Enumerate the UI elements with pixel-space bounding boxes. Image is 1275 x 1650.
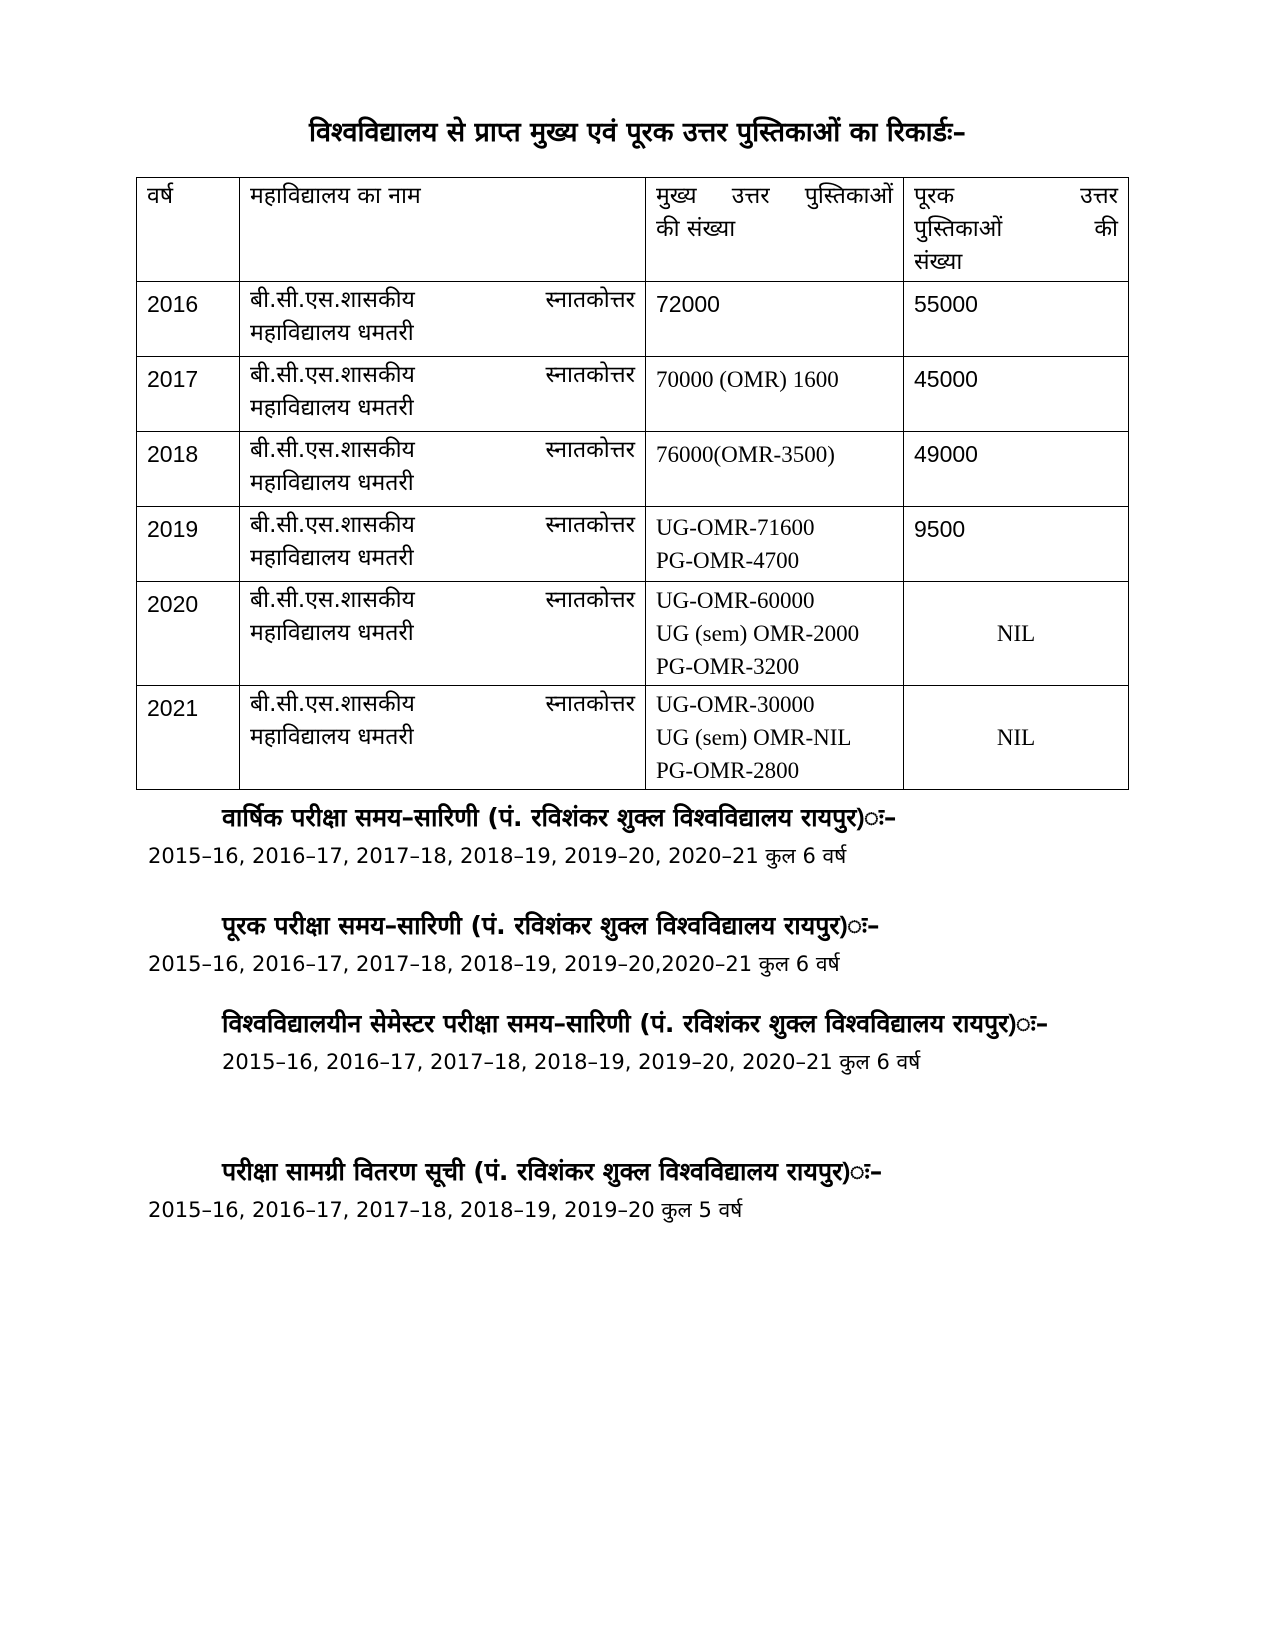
college-part2: स्नातकोत्तर — [545, 362, 635, 388]
section-years: 2015–16, 2016–17, 2017–18, 2018–19, 2019–20,2020–21 कुल 6 वर्ष — [148, 952, 840, 976]
section-heading: वार्षिक परीक्षा समय–सारिणी (पं. रविशंकर शुक्ल विश्वविद्यालय रायपुर)ः– — [222, 803, 897, 832]
college-part1: बी.सी.एस.शासकीय — [250, 512, 415, 538]
row-college — [240, 432, 646, 507]
college-part2: स्नातकोत्तर — [545, 587, 635, 613]
row-year: 2021 — [137, 686, 240, 790]
page-title: विश्वविद्यालय से प्राप्त मुख्य एवं पूरक उत्तर पुस्तिकाओं का रिकार्डः– — [309, 117, 966, 148]
row-supp-books: NIL — [904, 582, 1129, 686]
header-year: वर्ष — [137, 178, 240, 282]
row-college — [240, 507, 646, 582]
main-books-line: PG-OMR-4700 — [656, 548, 800, 573]
section-heading: पूरक परीक्षा समय–सारिणी (पं. रविशंकर शुक्ल विश्वविद्यालय रायपुर)ः– — [222, 911, 880, 940]
row-supp-books: 45000 — [904, 357, 1129, 432]
row-main-books — [646, 282, 904, 357]
row-main-books — [646, 686, 904, 790]
section-years: 2015–16, 2016–17, 2017–18, 2018–19, 2019–20, 2020–21 कुल 6 वर्ष — [222, 1050, 921, 1074]
table-row — [137, 686, 1129, 790]
header-supp-word2: उत्तर — [1080, 183, 1118, 209]
header-main-word1: मुख्य — [656, 183, 697, 209]
row-supp-books: 55000 — [904, 282, 1129, 357]
header-college: महाविद्यालय का नाम — [240, 178, 646, 282]
row-college — [240, 282, 646, 357]
row-supp-books: 49000 — [904, 432, 1129, 507]
answer-book-record-table — [136, 177, 1129, 790]
college-part1: बी.सी.एस.शासकीय — [250, 587, 415, 613]
college-part2: स्नातकोत्तर — [545, 287, 635, 313]
row-college — [240, 582, 646, 686]
college-part3: महाविद्यालय धमतरी — [250, 320, 414, 346]
section-years: 2015–16, 2016–17, 2017–18, 2018–19, 2019–20 कुल 5 वर्ष — [148, 1198, 743, 1222]
row-year: 2016 — [137, 282, 240, 357]
college-part1: बी.सी.एस.शासकीय — [250, 287, 415, 313]
section-heading: परीक्षा सामग्री वितरण सूची (पं. रविशंकर शुक्ल विश्वविद्यालय रायपुर)ः– — [222, 1157, 883, 1186]
main-books-line: 72000 — [656, 291, 720, 317]
college-part2: स्नातकोत्तर — [545, 437, 635, 463]
main-books-line: UG-OMR-71600 — [656, 515, 815, 540]
main-books-line: UG (sem) OMR-NIL — [656, 725, 852, 750]
row-year: 2017 — [137, 357, 240, 432]
college-part3: महाविद्यालय धमतरी — [250, 545, 414, 571]
table-row — [137, 432, 1129, 507]
row-main-books — [646, 582, 904, 686]
row-college — [240, 686, 646, 790]
section-exam-material-distribution — [148, 1152, 1116, 1228]
section-supplementary-exam-schedule — [148, 906, 1116, 982]
college-part1: बी.सी.एस.शासकीय — [250, 437, 415, 463]
college-part1: बी.सी.एस.शासकीय — [250, 691, 415, 717]
table-row — [137, 507, 1129, 582]
row-year: 2020 — [137, 582, 240, 686]
main-books-line: 76000(OMR-3500) — [656, 442, 835, 467]
row-year: 2019 — [137, 507, 240, 582]
row-college — [240, 357, 646, 432]
college-part2: स्नातकोत्तर — [545, 512, 635, 538]
header-supplementary-books — [904, 178, 1129, 282]
row-main-books — [646, 507, 904, 582]
section-years: 2015–16, 2016–17, 2017–18, 2018–19, 2019–20, 2020–21 कुल 6 वर्ष — [148, 844, 847, 868]
header-main-line2: की संख्या — [656, 216, 736, 242]
main-books-line: UG (sem) OMR-2000 — [656, 621, 860, 646]
section-annual-exam-schedule — [148, 798, 1116, 874]
row-supp-books: NIL — [904, 686, 1129, 790]
header-supp-word3: पुस्तिकाओं — [914, 216, 1003, 242]
main-books-line: UG-OMR-60000 — [656, 588, 815, 613]
table-row — [137, 357, 1129, 432]
row-year: 2018 — [137, 432, 240, 507]
college-part3: महाविद्यालय धमतरी — [250, 395, 414, 421]
header-supp-word1: पूरक — [914, 183, 955, 209]
row-main-books — [646, 432, 904, 507]
college-part3: महाविद्यालय धमतरी — [250, 620, 414, 646]
table-row — [137, 582, 1129, 686]
main-books-line: UG-OMR-30000 — [656, 692, 815, 717]
section-heading: विश्वविद्यालयीन सेमेस्टर परीक्षा समय–सारिणी (पं. रविशंकर शुक्ल विश्वविद्यालय रायपुर)ः– — [222, 1009, 1049, 1038]
college-part3: महाविद्यालय धमतरी — [250, 724, 414, 750]
college-part1: बी.सी.एस.शासकीय — [250, 362, 415, 388]
college-part3: महाविद्यालय धमतरी — [250, 470, 414, 496]
header-supp-word4: की — [1094, 216, 1118, 242]
college-part2: स्नातकोत्तर — [545, 691, 635, 717]
table-row — [137, 282, 1129, 357]
row-main-books — [646, 357, 904, 432]
main-books-line: 70000 (OMR) 1600 — [656, 367, 839, 392]
section-semester-exam-schedule — [148, 1004, 1116, 1080]
header-main-books — [646, 178, 904, 282]
main-books-line: PG-OMR-2800 — [656, 758, 800, 783]
header-main-word2: उत्तर — [731, 183, 770, 209]
header-main-word3: पुस्तिकाओं — [804, 183, 893, 209]
main-books-line: PG-OMR-3200 — [656, 654, 800, 679]
row-supp-books: 9500 — [904, 507, 1129, 582]
table-header-row — [137, 178, 1129, 282]
header-supp-line3: संख्या — [914, 249, 963, 275]
